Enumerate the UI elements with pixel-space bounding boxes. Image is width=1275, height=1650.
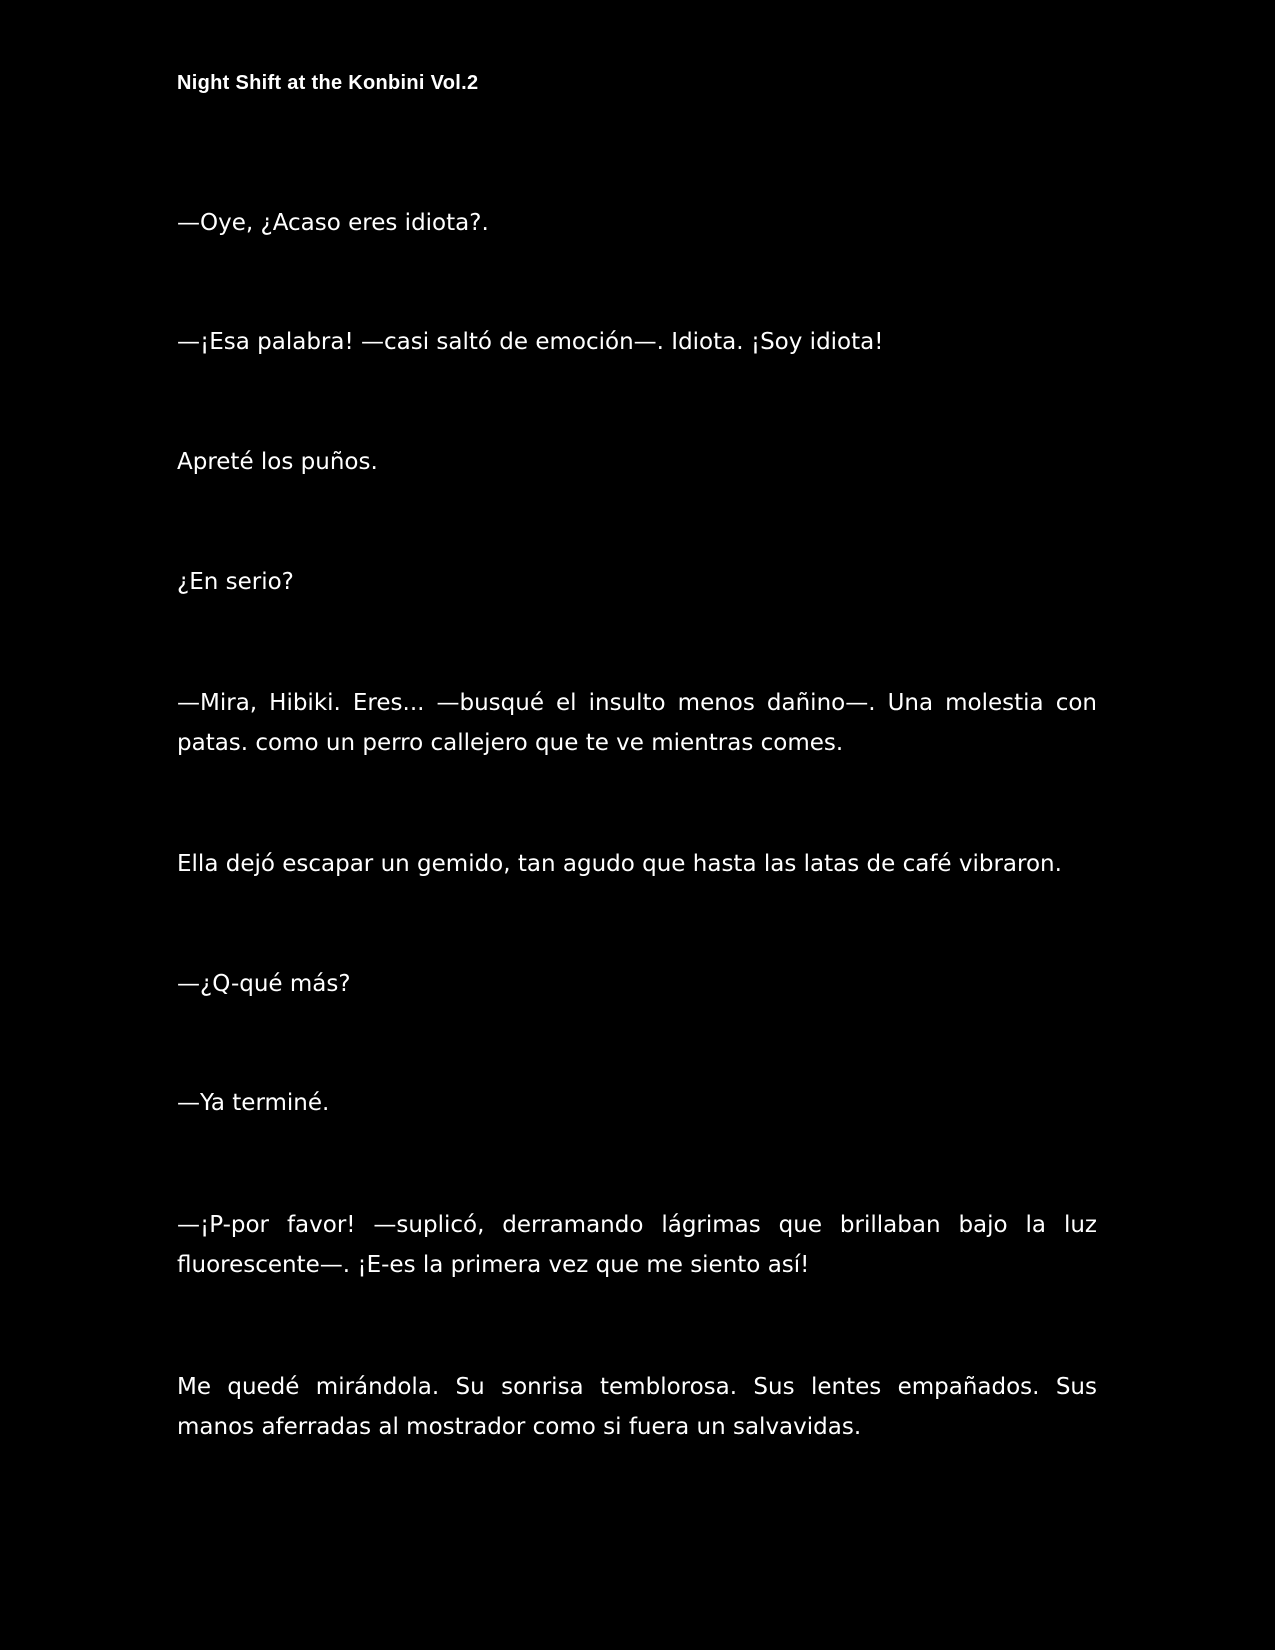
running-header: Night Shift at the Konbini Vol.2 — [177, 72, 479, 94]
paragraph-2: —¡Esa palabra! —casi saltó de emoción—. Idiota. ¡Soy idiota! — [177, 329, 884, 355]
paragraph-8: —Ya terminé. — [177, 1090, 330, 1116]
paragraph-4: ¿En serio? — [177, 569, 294, 595]
paragraph-9: —¡P-por favor! —suplicó, derramando lágrimas que brillaban bajo la luz fluorescente—. ¡E-es la primera vez que me siento así! — [177, 1212, 1097, 1278]
paragraph-3: Apreté los puños. — [177, 449, 378, 475]
paragraph-6: Ella dejó escapar un gemido, tan agudo que hasta las latas de café vibraron. — [177, 851, 1062, 877]
paragraph-5: —Mira, Hibiki. Eres... —busqué el insulto menos dañino—. Una molestia con patas. como un perro callejero que te ve mientras comes. — [177, 690, 1097, 756]
paragraph-10: Me quedé mirándola. Su sonrisa temblorosa. Sus lentes empañados. Sus manos aferradas al mostrador como si fuera un salvavidas. — [177, 1374, 1097, 1440]
paragraph-7: —¿Q-qué más? — [177, 971, 351, 997]
paragraph-1: —Oye, ¿Acaso eres idiota?. — [177, 210, 489, 236]
